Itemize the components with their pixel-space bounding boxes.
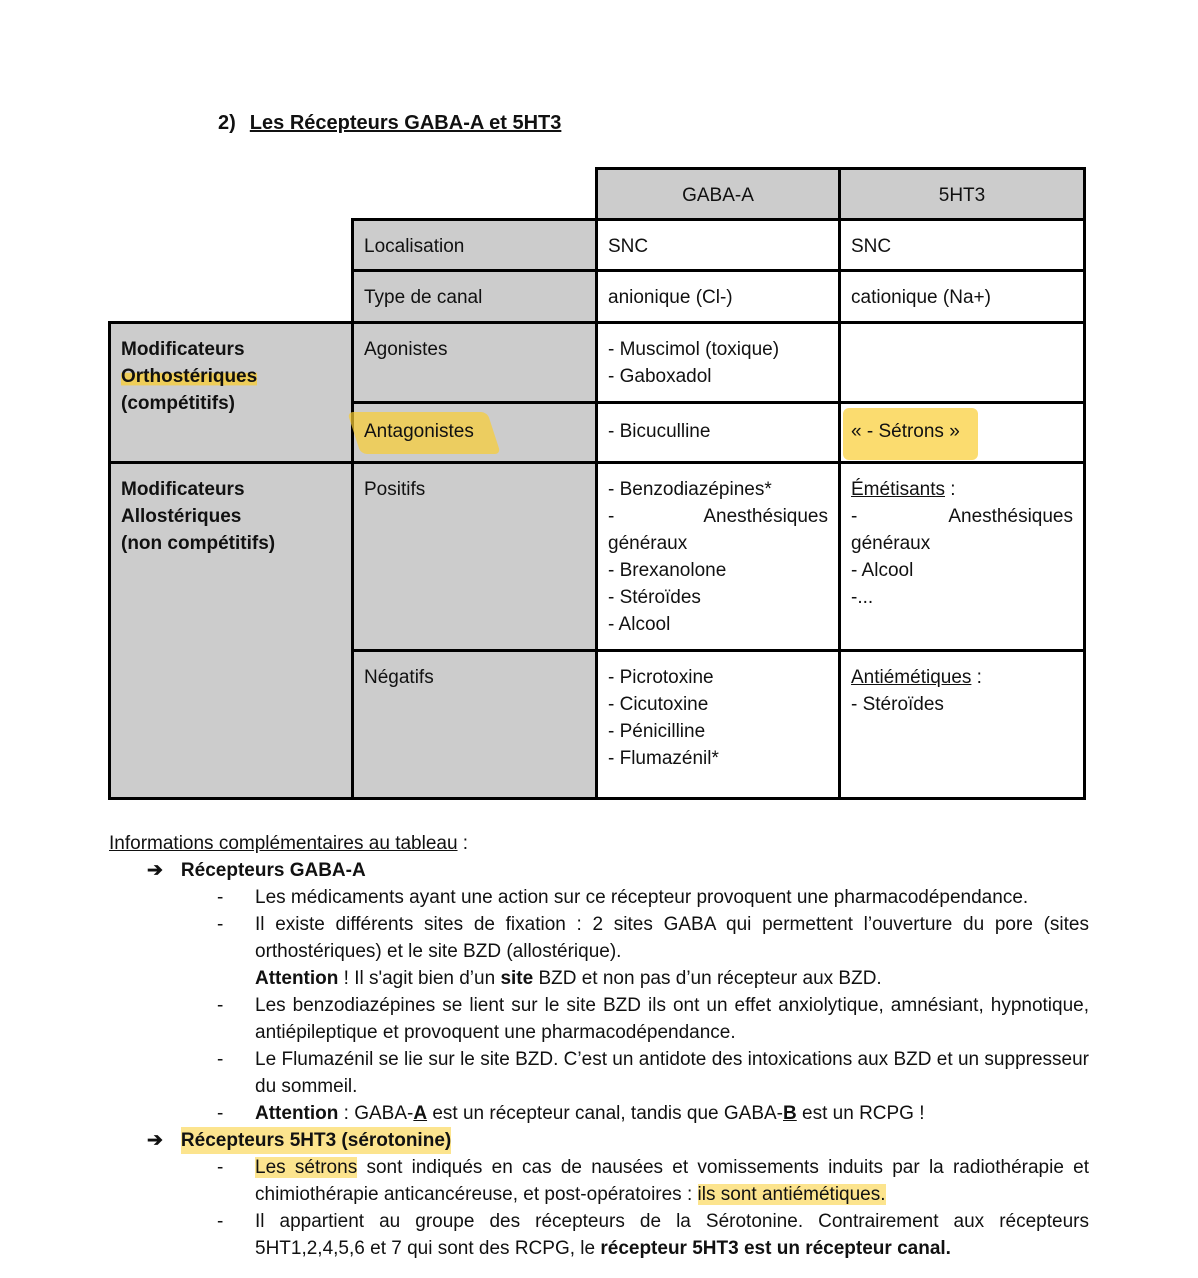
- label-text: Antagonistes: [364, 421, 474, 442]
- row-label-positifs: Positifs: [351, 461, 598, 652]
- bullet-text: Les médicaments ayant une action sur ce récepteur provoquent une pharmacodépendance.: [255, 887, 1029, 908]
- bold-text: site: [500, 968, 534, 989]
- cell-localisation-5ht3: SNC: [838, 218, 1086, 272]
- list-item: - Flumazénil*: [608, 748, 719, 769]
- list-item: - Cicutoxine: [608, 694, 709, 715]
- list-item: généraux: [608, 533, 688, 554]
- row-label-agonistes: Agonistes: [351, 321, 598, 404]
- bullet-text: [255, 1154, 1089, 1208]
- bullet-item: [217, 911, 1089, 992]
- cell-negatifs-5ht3: [838, 649, 1086, 800]
- text: Il existe différents sites de fixation : 2 sites GABA qui permettent l’ouverture du pore (sites orthostériques) et le site BZD (allostérique).: [255, 914, 1089, 962]
- list-item: - Alcool: [608, 614, 671, 635]
- cell-positifs-5ht3: [838, 461, 1086, 652]
- list-heading: [851, 664, 1073, 691]
- highlighted-text: ils sont antiémétiques.: [697, 1184, 886, 1205]
- group-line: Allostériques: [121, 506, 242, 527]
- group-orthosteric: [108, 321, 354, 464]
- bullet-item: [217, 1208, 1089, 1262]
- additional-info: [109, 830, 1089, 1262]
- cell-canal-gaba: anionique (Cl-): [595, 269, 841, 324]
- list-item: - Stéroïdes: [851, 694, 944, 715]
- bullet-text: Le Flumazénil se lie sur le site BZD. C’est un antidote des intoxications aux BZD et un suppresseur du sommeil.: [255, 1049, 1089, 1097]
- list-item: -...: [851, 587, 874, 608]
- text: sont indiqués en cas de nausées et vomissements induits par la radiothérapie et chimiothérapie anticancéreuse, et post-opératoires :: [255, 1157, 1089, 1205]
- section-gaba-a: [147, 857, 1089, 884]
- bullet-item: [217, 1154, 1089, 1208]
- row-label-negatifs: Négatifs: [351, 649, 598, 800]
- bold-text: B: [783, 1103, 797, 1124]
- cell-agonistes-gaba: [595, 321, 841, 404]
- bullet-item: [217, 1100, 1089, 1127]
- dash: -: [608, 506, 615, 527]
- list-item: - Brexanolone: [608, 560, 727, 581]
- colon: :: [457, 833, 469, 854]
- group-line: Modificateurs: [121, 479, 245, 500]
- attention-label: Attention: [255, 968, 339, 989]
- dash: -: [217, 995, 224, 1016]
- info-heading: [109, 830, 1089, 857]
- section-heading: Récepteurs 5HT3 (sérotonine): [181, 1127, 451, 1154]
- list-heading: [851, 476, 1073, 503]
- cell-agonistes-5ht3: [838, 321, 1086, 404]
- gaba-bullets: [217, 884, 1089, 1127]
- list-item: - Gaboxadol: [608, 366, 712, 387]
- colon: :: [944, 479, 956, 500]
- bullet-item: [217, 884, 1089, 911]
- bullet-item: [217, 992, 1089, 1046]
- heading-text: Émétisants: [851, 479, 945, 500]
- arrow-right-icon: ➔: [147, 1130, 163, 1151]
- bullet-text: [255, 1208, 1089, 1262]
- section-title: [218, 112, 561, 135]
- cell-canal-5ht3: cationique (Na+): [838, 269, 1086, 324]
- row-label-localisation: Localisation: [351, 218, 598, 272]
- row-label-canal: Type de canal: [351, 269, 598, 324]
- heading-text: Antiémétiques: [851, 667, 972, 688]
- setrons-text: « - Sétrons »: [851, 421, 960, 442]
- text: BZD et non pas d’un récepteur aux BZD.: [533, 968, 882, 989]
- text: est un récepteur canal, tandis que GABA-: [427, 1103, 784, 1124]
- col-header-5ht3: 5HT3: [838, 167, 1086, 221]
- row-label-antagonistes: [351, 401, 598, 464]
- list-item: - Pénicilline: [608, 721, 706, 742]
- list-item: [851, 503, 1073, 530]
- dash: -: [217, 1103, 224, 1124]
- section-5ht3: [147, 1127, 1089, 1154]
- bullet-text: Les benzodiazépines se lient sur le site BZD ils ont un effet anxiolytique, amnésiant, hypnotique, antiépileptique et provoquent une pharmacodépendance.: [255, 995, 1089, 1043]
- group-line: Modificateurs: [121, 339, 245, 360]
- bullet-text: [255, 911, 1089, 992]
- list-item: - Muscimol (toxique): [608, 339, 780, 360]
- dash: -: [851, 506, 858, 527]
- dash: -: [217, 1211, 224, 1232]
- bullet-text: [255, 1100, 1089, 1127]
- section-title-text: Les Récepteurs GABA-A et 5HT3: [249, 112, 562, 134]
- dash: -: [217, 1049, 224, 1070]
- cell-negatifs-gaba: [595, 649, 841, 800]
- col-header-gaba-a: GABA-A: [595, 167, 841, 221]
- list-item: - Picrotoxine: [608, 667, 714, 688]
- text: : GABA-: [338, 1103, 414, 1124]
- bold-text: récepteur 5HT3 est un récepteur canal.: [600, 1238, 951, 1259]
- list-item: [608, 503, 828, 530]
- list-item: généraux: [851, 533, 931, 554]
- text: ! Il s'agit bien d’un: [338, 968, 501, 989]
- ht3-bullets: [217, 1154, 1089, 1262]
- receptor-table: [108, 167, 1086, 800]
- highlighted-text: Les sétrons: [255, 1157, 358, 1178]
- group-line: (compétitifs): [121, 393, 235, 414]
- text: est un RCPG !: [796, 1103, 925, 1124]
- info-heading-text: Informations complémentaires au tableau: [109, 833, 458, 854]
- list-item: - Alcool: [851, 560, 914, 581]
- dash: -: [217, 914, 224, 935]
- section-heading: Récepteurs GABA-A: [180, 860, 366, 881]
- group-allosteric: [108, 461, 354, 800]
- cell-antagonistes-gaba: - Bicuculline: [595, 401, 841, 464]
- dash: -: [217, 887, 224, 908]
- cell-antagonistes-5ht3: [838, 401, 1086, 464]
- list-item: - Stéroïdes: [608, 587, 701, 608]
- cell-localisation-gaba: SNC: [595, 218, 841, 272]
- item-text: Anesthésiques: [703, 506, 828, 527]
- arrow-right-icon: ➔: [147, 860, 163, 881]
- colon: :: [971, 667, 982, 688]
- group-line: (non compétitifs): [121, 533, 276, 554]
- section-number: 2): [218, 112, 236, 134]
- bullet-item: [217, 1046, 1089, 1100]
- highlighted-text: Orthostériques: [121, 366, 258, 387]
- dash: -: [217, 1157, 224, 1178]
- attention-label: Attention: [255, 1103, 339, 1124]
- text: Il appartient au groupe des récepteurs de la Sérotonine. Contrairement aux récepteurs 5HT1,2,4,5,6 et 7 qui sont des RCPG, le: [255, 1211, 1089, 1259]
- list-item: - Benzodiazépines*: [608, 479, 772, 500]
- cell-positifs-gaba: [595, 461, 841, 652]
- item-text: Anesthésiques: [948, 506, 1073, 527]
- bold-text: A: [413, 1103, 428, 1124]
